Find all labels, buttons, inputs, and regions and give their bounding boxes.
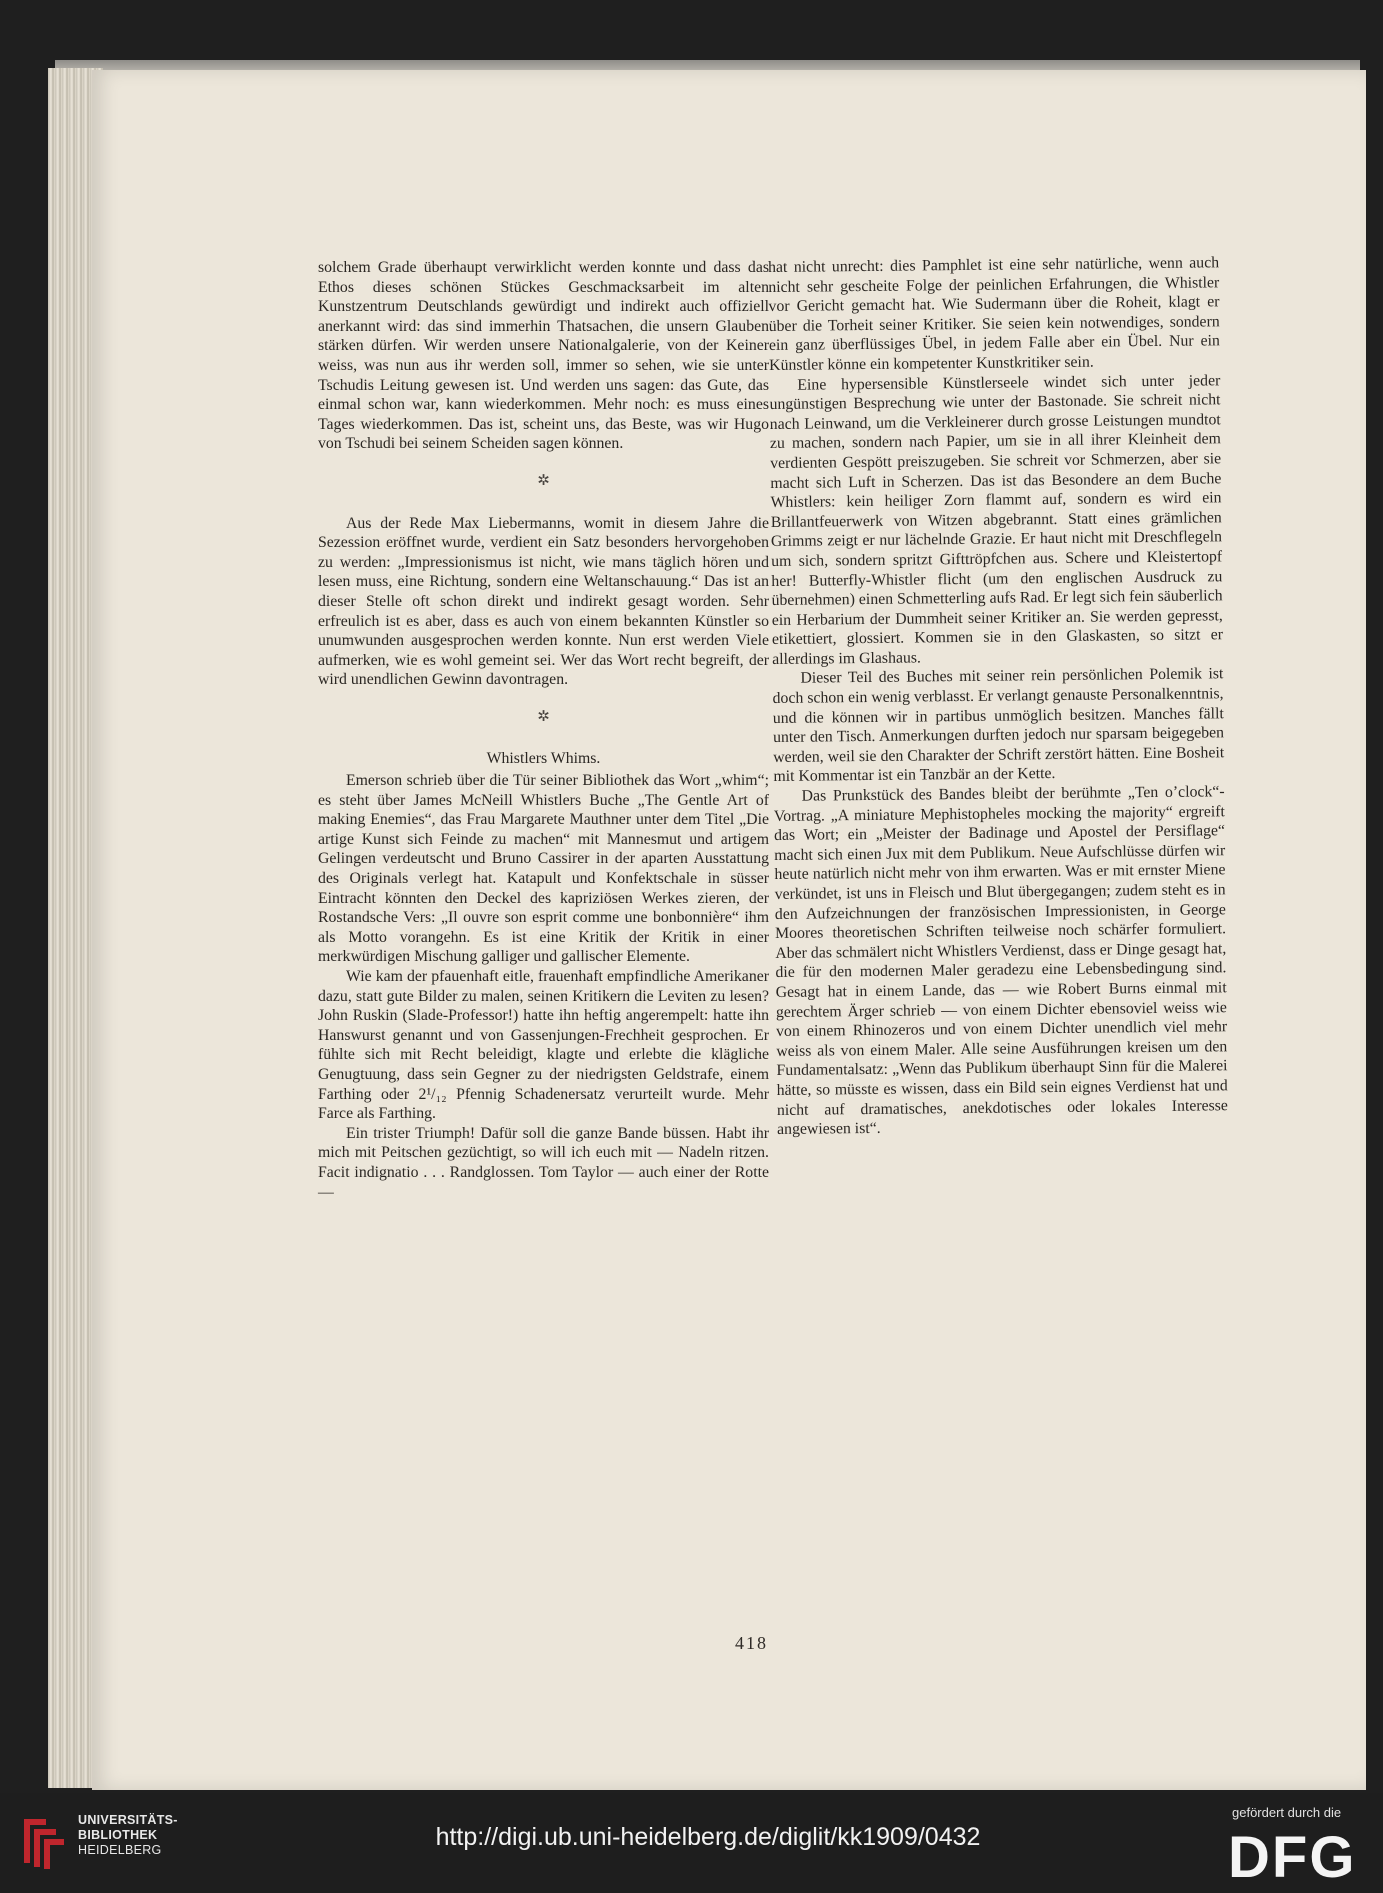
university-logo-icon	[16, 1811, 68, 1871]
section-heading: Whistlers Whims.	[486, 750, 601, 768]
body-paragraph: hat nicht unrecht: dies Pamphlet ist eine sehr natürliche, wenn auch nicht sehr gescheite Folge der peinlichen Erfahrungen, die Whistler vor Gericht gemacht hat. Wie Sudermann über die Roheit, klagt er über die Torheit seiner Kritiker. Sie seien kein notwendiges, sondern ein ganz überflüssiges Übel, in jedem Falle aber ein Übel. Nur ein Künstler könne ein kompetenter Kunstkritiker sein.	[768, 254, 1220, 374]
funded-by-label: gefördert durch die	[1232, 1805, 1342, 1820]
institution-name	[78, 1813, 178, 1858]
body-paragraph: Das Prunkstück des Bandes bleibt der berühmte „Ten o’clock“-Vortrag. „A miniature Mephistopheles mocking the majority“ ergreift das Wort; ein „Meister der Badinage und Apostel der Persiflage“ macht sich einen Jux mit dem Publikum. Neue Aufschlüsse dürfen wir heute natürlich nicht mehr von ihm erwarten. Was er mit ernster Miene verkündet, ist uns in Fleisch und Blut übergegangen; zudem steht es in den Aufzeichnungen der französischen Impressionisten, in George Moores theoretischen Schriften teilweise noch schärfer formuliert. Aber das schmälert nicht Whistlers Verdienst, dass er Dinge gesagt hat, die für den modernen Maler geradezu eine Lebensbedingung sind. Gesagt hat in einem Lande, das — wie Robert Burns einmal mit gerechtem Ärger schrieb — von einem Dichter ebensoviel weiss wie von einem Rhinozeros und von einem Dichter unendlich viel mehr weiss als von einem Maler. Alle seine Ausführungen kreisen um den Fundamentalsatz: „Wenn das Publikum überhaupt Sinn für die Malerei hätte, so müsste es wissen, dass ein Bild sein eignes Verdienst hat und nicht auf dramatisches, anekdotisches oder lokales Interesse angewiesen ist“.	[773, 783, 1228, 1139]
permalink-url[interactable]: http://digi.ub.uni-heidelberg.de/diglit/kk1909/0432	[435, 1823, 981, 1851]
right-text-column	[768, 253, 1228, 1139]
body-paragraph: Dieser Teil des Buches mit seiner rein persönlichen Polemik ist doch schon ein wenig verblasst. Er verlangt genauste Personalkenntnis, und die können wir in partibus unmöglich besitzen. Manches fällt unter den Tisch. Anmerkungen durften jedoch nur sparsam beigegeben werden, weil sie den Charakter der Schrift zerstört hätten. Eine Bosheit mit Kommentar ist ein Tanzbär an der Kette.	[772, 665, 1225, 786]
dfg-logo: DFG	[1228, 1825, 1357, 1890]
institution-line-1: UNIVERSITÄTS-	[78, 1813, 178, 1827]
section-ornament-icon: ✲	[537, 472, 550, 489]
left-text-column	[318, 258, 769, 1202]
page-number: 418	[735, 1633, 768, 1653]
viewer-footer	[0, 1793, 1383, 1893]
body-paragraph: Emerson schrieb über die Tür seiner Bibliothek das Wort „whim“; es steht über James McNeill Whistlers Buche „The Gentle Art of making Enemies“, das Frau Margarete Mauthner unter dem Titel „Die artige Kunst sich Feinde zu machen“ mit Mannesmut und artigem Gelingen verdeutscht und Bruno Cassirer in der aparten Ausstattung des Originals verlegt hat. Katapult und Konfektschale in süsser Eintracht könnten den Deckel des kapriziösen Werkes zieren, der Rostandsche Vers: „Il ouvre son esprit comme une bonbonnière“ ihm als Motto vorangehn. Es ist eine Kritik der Kritik in einer merkwürdigen Mischung galliger und gallischer Elemente.	[318, 772, 769, 966]
body-paragraph: Aus der Rede Max Liebermanns, womit in diesem Jahre die Sezession eröffnet wurde, verdient ein Satz besonders hervorgehoben zu werden: „Impressionismus ist nicht, wie mans täglich hören und lesen muss, eine Richtung, sondern eine Weltanschauung.“ Das ist an dieser Stelle oft schon direkt und indirekt gesagt worden. Sehr erfreulich ist es aber, dass es auch von einem bekannten Künstler so unumwunden ausgesprochen werden konnte. Nun erst werden Viele aufmerken, wie es wohl gemeint sei. Wer das Wort recht begreift, der wird unendlichen Gewinn davontragen.	[318, 514, 769, 689]
section-ornament-icon: ✲	[537, 708, 550, 725]
body-paragraph: Eine hypersensible Künstlerseele windet sich unter jeder ungünstigen Besprechung wie unter der Bastonade. Sie schreit nicht nach Leinwand, um die Verkleinerer durch grosse Leistungen mundtot zu machen, sondern nach Papier, um sie in all ihrer Kleinheit dem verdienten Gespött preiszugeben. Sie schreit vor Schmerzen, aber sie macht sich Luft in Scherzen. Das ist das Besondere an dem Buche Whistlers: kein heiliger Zorn flammt auf, sondern es wird ein Brillantfeuerwerk von Witzen abgebrannt. Statt eines grämlichen Grimms zeigt er nur lächelnde Grazie. Er haut nicht mit Dreschflegeln um sich, sondern spritzt Gifttröpfchen aus. Schere und Kleistertopf her! Butterfly-Whistler flicht (um den englischen Ausdruck zu übernehmen) einen Schmetterling aufs Rad. Er legt sich fein säuberlich ein Herbarium der Dummheit seiner Kritiker an. Sie werden gepresst, etikettiert, glossiert. Kommen sie in den Glaskasten, so sitzt er allerdings im Glashaus.	[769, 371, 1224, 668]
body-paragraph: Wie kam der pfauenhaft eitle, frauenhaft empfindliche Amerikaner dazu, statt gute Bilder zu malen, seinen Kritikern die Leviten zu lesen? John Ruskin (Slade-Professor!) hatte ihn heftig angerempelt: hatte ihn Hanswurst genannt und von Gassenjungen-Frechheit gesprochen. Er fühlte sich mit Recht beleidigt, klagte und erlebte die klägliche Genugtuung, dass sein Gegner zu der niedrigsten Geldstrafe, einem Farthing oder 2¹/₁₂ Pfennig Schadenersatz verurteilt wurde. Mehr Farce als Farthing.	[318, 968, 769, 1123]
body-paragraph: Ein trister Triumph! Dafür soll die ganze Bande büssen. Habt ihr mich mit Peitschen gezüchtigt, so will ich euch mit — Nadeln ritzen. Facit indignatio . . . Randglossen. Tom Taylor — auch einer der Rotte —	[318, 1124, 769, 1201]
institution-line-2: BIBLIOTHEK	[78, 1828, 158, 1842]
body-paragraph: solchem Grade überhaupt verwirklicht werden konnte und dass das Ethos dieses schönen Stückes Geschmacksarbeit im alten Kunstzentrum Deutschlands gewürdigt und indirekt auch offiziell anerkannt wird: das sind immerhin Thatsachen, die unsern Glauben stärken dürfen. Wir werden unsere Nationalgalerie, von der Keiner weiss, was nun aus ihr werden soll, immer so sehen, wie sie unter Tschudis Leitung gewesen ist. Und werden uns sagen: das Gute, das einmal schon war, kann wiederkommen. Mehr noch: es muss eines Tages wiederkommen. Das ist, scheint uns, das Beste, was wir Hugo von Tschudi bei seinem Scheiden sagen können.	[318, 259, 769, 453]
institution-line-3: HEIDELBERG	[78, 1843, 162, 1857]
